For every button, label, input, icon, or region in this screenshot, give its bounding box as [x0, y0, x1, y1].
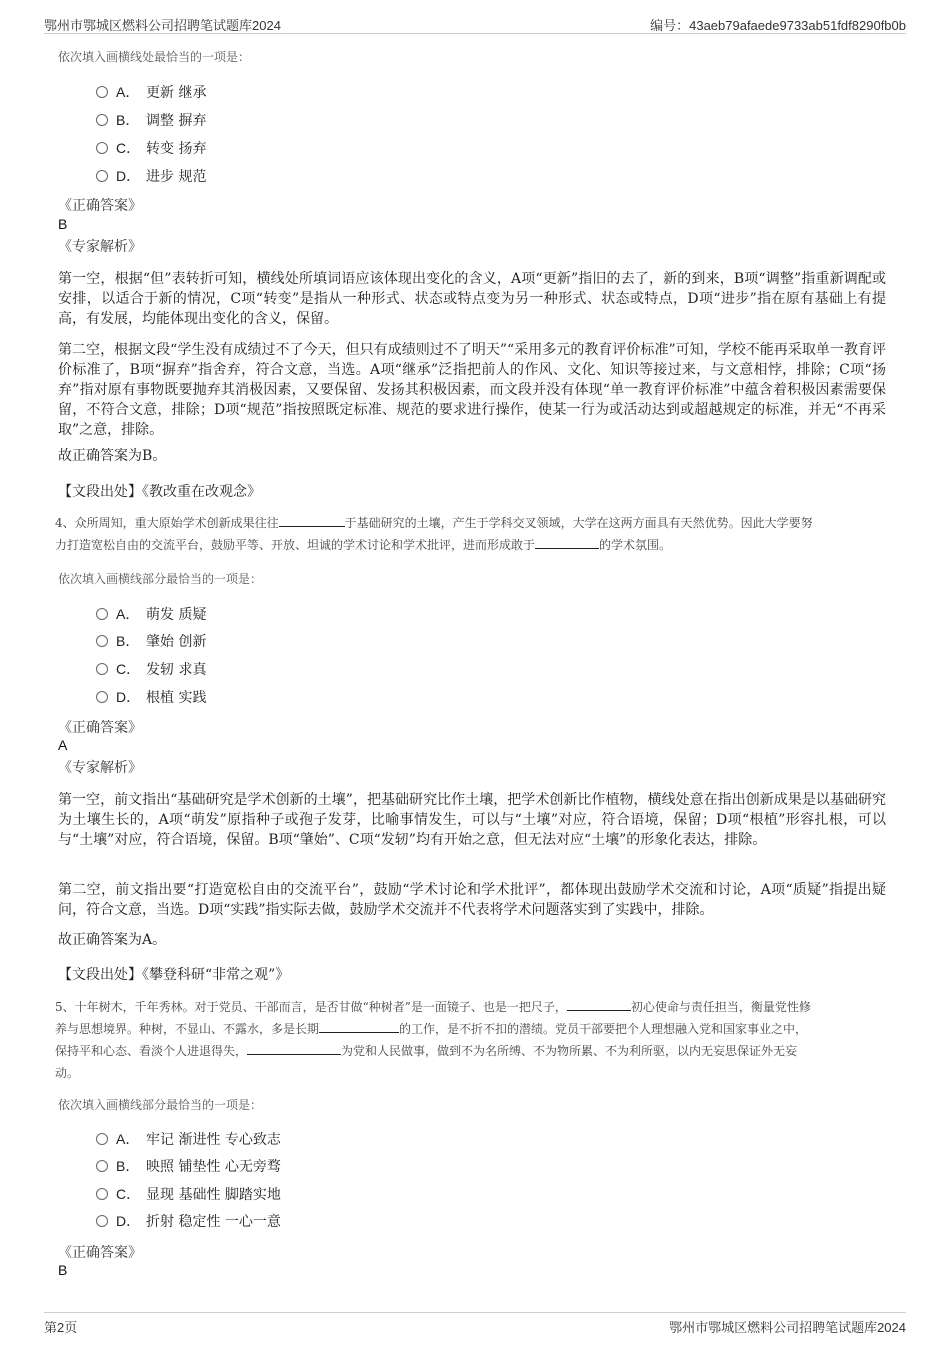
option-text: 肇始 创新 [146, 634, 207, 650]
radio-icon[interactable] [96, 86, 108, 98]
q5-prompt: 依次填入画横线部分最恰当的一项是： [58, 1098, 263, 1112]
header-title: 鄂州市鄂城区燃料公司招聘笔试题库2024 [44, 18, 281, 33]
option-letter: B． [116, 1158, 140, 1174]
radio-icon[interactable] [96, 114, 108, 126]
q3-analysis-para-1: 第一空，根据“但”表转折可知，横线处所填词语应该体现出变化的含义，A项“更新”指旧的去了，新的到来，B项“调整”指重新调配或安排，以适合于新的情况，C项“转变”是指从一种形式、状态或特点变为另一种形式、状态或特点，D项“进步”指在原有基础上有提高，有发展，均能体现出变化的含义，保留。 [58, 271, 886, 327]
option-letter: C． [116, 140, 141, 156]
option-letter: A． [116, 1131, 140, 1147]
option-text: 映照 铺垫性 心无旁骛 [146, 1159, 281, 1175]
option-letter: A． [116, 84, 140, 100]
option-letter: B． [116, 112, 140, 128]
q5-number: 5、 [55, 1000, 75, 1014]
q5-answer: B [58, 1262, 68, 1278]
option-letter: C． [116, 1186, 141, 1202]
q3-source: 【文段出处】《教改重在改观念》 [58, 484, 261, 500]
q5-option-c[interactable] [96, 1184, 281, 1204]
q5-stem-f: 为党和人民做事，做到不为名所缚、不为物所累、不为利所驱，以内无妄思保证外无妄 [341, 1044, 798, 1058]
option-text: 更新 继承 [146, 85, 207, 101]
q4-number: 4、 [55, 516, 75, 530]
q3-option-a[interactable] [96, 82, 206, 102]
q3-analysis-label: 《专家解析》 [58, 239, 142, 255]
option-letter: A． [116, 606, 140, 622]
q4-stem-d: 的学术氛围。 [599, 538, 672, 552]
footer-page-number: 第2页 [44, 1320, 78, 1335]
q3-analysis-conclusion: 故正确答案为B。 [58, 448, 167, 464]
q4-option-b[interactable] [96, 631, 206, 651]
q3-prompt: 依次填入画横线处最恰当的一项是： [58, 50, 251, 64]
option-text: 转变 扬弃 [146, 141, 207, 157]
radio-icon[interactable] [96, 691, 108, 703]
q5-stem-c: 养与思想境界。种树，不显山、不露水，多是长期 [55, 1022, 320, 1036]
q3-analysis-para-2: 第二空，根据文段“学生没有成绩过不了今天，但只有成绩则过不了明天”“采用多元的教育评价标准”可知，学校不能再采取单一教育评价标准了，B项“摒弃”指舍弃，符合文意，当选。A项“继承”泛指把前人的作风、文化、知识等接过来，与文意相悖，排除；C项“扬弃”指对原有事物既要抛弃其消极因素，又要保留、发扬其积极因素，而文段并没有体现“单一教育评价标准”中蕴含着积极因素需要保留，不符合文意，排除；D项“规范”指按照既定标准、规范的要求进行操作，使某一行为或活动达到或超越规定的标准，并无“不再采取”之意，排除。 [58, 342, 886, 438]
radio-icon[interactable] [96, 608, 108, 620]
footer-title: 鄂州市鄂城区燃料公司招聘笔试题库2024 [669, 1320, 906, 1335]
q5-stem-g: 动。 [55, 1066, 80, 1080]
option-letter: B． [116, 633, 140, 649]
q5-stem [55, 996, 897, 1084]
q4-analysis-label: 《专家解析》 [58, 760, 142, 776]
q4-analysis-conclusion: 故正确答案为A。 [58, 932, 167, 948]
q4-answer-label: 《正确答案》 [58, 720, 142, 736]
q4-stem [55, 512, 897, 556]
blank-line [279, 513, 345, 527]
q3-answer-label: 《正确答案》 [58, 198, 142, 214]
q3-answer: B [58, 216, 68, 232]
radio-icon[interactable] [96, 1188, 108, 1200]
q4-analysis-para-1: 第一空，前文指出“基础研究是学术创新的土壤”，把基础研究比作土壤，把学术创新比作植物，横线处意在指出创新成果是以基础研究为土壤生长的，A项“萌发”原指种子或孢子发芽，比喻事情发生，可以与“土壤”对应，符合语境，保留；D项“根植”形容扎根，可以与“土壤”对应，符合语境，保留。B项“肇始”、C项“发轫”均有开始之意，但无法对应“土壤”的形象化表达，排除。 [58, 792, 886, 848]
q5-option-a[interactable] [96, 1129, 281, 1149]
q4-option-d[interactable] [96, 687, 206, 707]
q4-source: 【文段出处】《攀登科研“非常之观”》 [58, 967, 290, 983]
radio-icon[interactable] [96, 142, 108, 154]
q4-stem-b: 于基础研究的土壤，产生于学科交叉领域，大学在这两方面具有天然优势。因此大学要努 [344, 516, 813, 530]
radio-icon[interactable] [96, 1215, 108, 1227]
q5-option-b[interactable] [96, 1156, 281, 1176]
blank-line [319, 1019, 399, 1033]
q5-stem-b: 初心使命与责任担当，衡量党性修 [630, 1000, 811, 1014]
radio-icon[interactable] [96, 663, 108, 675]
option-letter: D． [116, 689, 141, 705]
q4-option-c[interactable] [96, 659, 206, 679]
option-text: 根植 实践 [146, 690, 207, 706]
option-letter: C． [116, 661, 141, 677]
option-text: 发轫 求真 [146, 662, 207, 678]
page-header [44, 11, 906, 34]
option-letter: D． [116, 1213, 141, 1229]
radio-icon[interactable] [96, 170, 108, 182]
q4-prompt: 依次填入画横线部分最恰当的一项是： [58, 572, 263, 586]
q3-option-c[interactable] [96, 138, 206, 158]
option-text: 显现 基础性 脚踏实地 [146, 1187, 281, 1203]
header-serial: 编号：43aeb79afaede9733ab51fdf8290fb0b [650, 18, 906, 33]
q4-answer: A [58, 737, 68, 753]
radio-icon[interactable] [96, 635, 108, 647]
q5-stem-d: 的工作，是不折不扣的潜绩。党员干部要把个人理想融入党和国家事业之中， [399, 1022, 808, 1036]
blank-line [535, 535, 599, 549]
blank-line [247, 1041, 341, 1055]
radio-icon[interactable] [96, 1160, 108, 1172]
q5-stem-e: 保持平和心态、看淡个人进退得失， [55, 1044, 248, 1058]
q4-stem-c: 力打造宽松自由的交流平台，鼓励平等、开放、坦诚的学术讨论和学术批评，进而形成敢于 [55, 538, 536, 552]
option-letter: D． [116, 168, 141, 184]
radio-icon[interactable] [96, 1133, 108, 1145]
page-footer [44, 1312, 906, 1337]
q5-option-d[interactable] [96, 1211, 281, 1231]
q3-option-b[interactable] [96, 110, 206, 130]
q4-analysis-para-2: 第二空，前文指出要“打造宽松自由的交流平台”，鼓励“学术讨论和学术批评”，都体现出鼓励学术交流和讨论，A项“质疑”指提出疑问，符合文意，当选。D项“实践”指实际去做，鼓励学术交流并不代表将学术问题落实到了实践中，排除。 [58, 882, 886, 918]
blank-line [567, 997, 631, 1011]
option-text: 牢记 渐进性 专心致志 [146, 1132, 281, 1148]
q4-stem-a: 众所周知，重大原始学术创新成果往往 [74, 516, 279, 530]
q5-stem-a: 十年树木，千年秀林。对于党员、干部而言，是否甘做“种树者”是一面镜子、也是一把尺子， [74, 1000, 567, 1014]
option-text: 萌发 质疑 [146, 607, 207, 623]
option-text: 折射 稳定性 一心一意 [146, 1214, 281, 1230]
q3-option-d[interactable] [96, 166, 206, 186]
option-text: 调整 摒弃 [146, 113, 207, 129]
option-text: 进步 规范 [146, 169, 207, 185]
q4-option-a[interactable] [96, 604, 206, 624]
q5-answer-label: 《正确答案》 [58, 1245, 142, 1261]
